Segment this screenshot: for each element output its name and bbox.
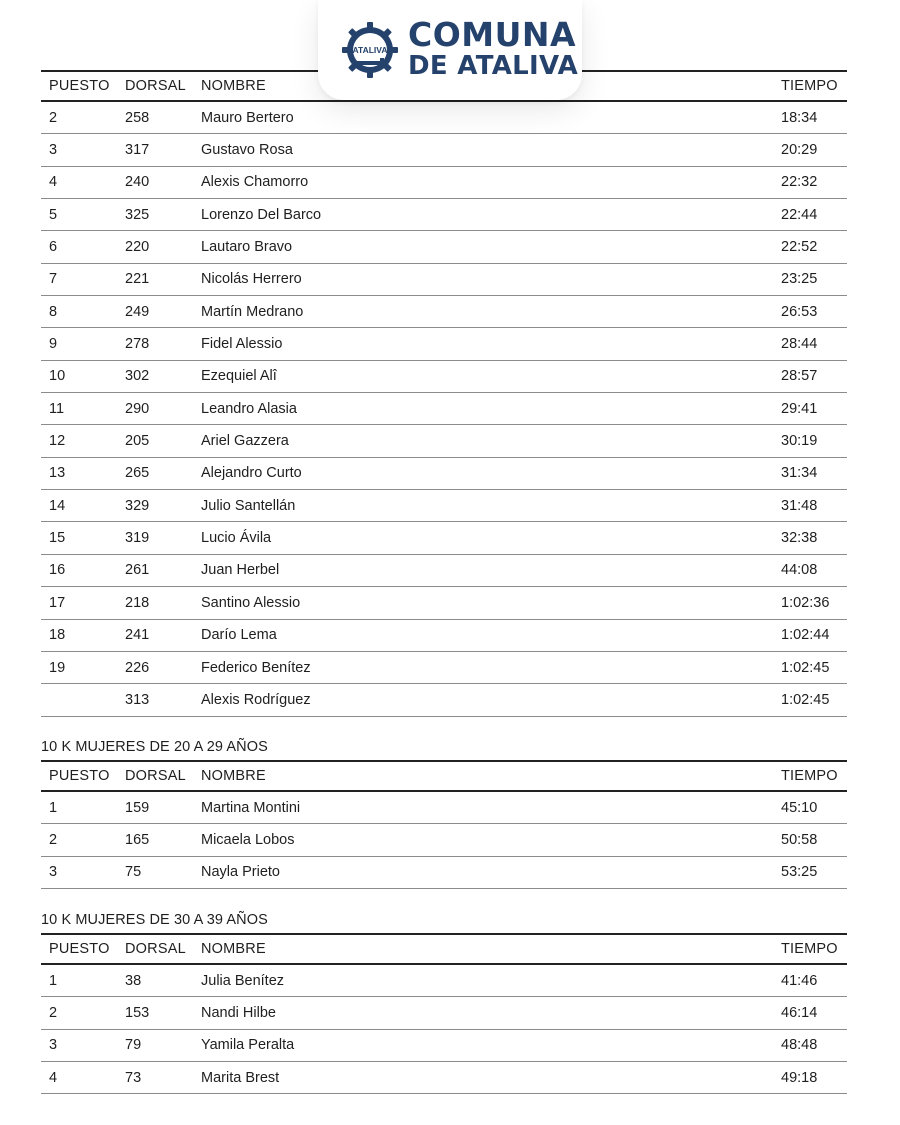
table-row (41, 296, 847, 328)
table-row (41, 587, 847, 619)
table-row (41, 167, 847, 199)
column-header-tiempo: TIEMPO (781, 78, 838, 94)
table-row (41, 684, 847, 716)
cell-nombre: Leandro Alasia (201, 400, 297, 417)
cell-dorsal: 313 (125, 691, 150, 708)
cell-nombre: Darío Lema (201, 627, 277, 644)
cell-puesto: 1 (49, 972, 58, 989)
cell-tiempo: 49:18 (781, 1069, 818, 1086)
column-header-puesto: PUESTO (49, 78, 110, 94)
cell-dorsal: 325 (125, 206, 150, 223)
table-row (41, 824, 847, 856)
cell-puesto: 2 (49, 832, 58, 849)
cell-nombre: Lucio Ávila (201, 530, 272, 547)
cell-dorsal: 261 (125, 562, 150, 579)
column-header-dorsal: DORSAL (125, 768, 186, 784)
column-header-puesto: PUESTO (49, 941, 110, 957)
cell-tiempo: 44:08 (781, 562, 818, 579)
table-row (41, 792, 847, 824)
cell-puesto: 15 (49, 530, 66, 547)
cell-dorsal: 205 (125, 433, 150, 450)
table-row (41, 134, 847, 166)
cell-tiempo: 22:32 (781, 174, 818, 191)
cell-tiempo: 22:44 (781, 206, 818, 223)
logo-line-2: DE ATALIVA (408, 51, 579, 81)
logo-card (318, 0, 582, 100)
cell-puesto: 17 (49, 594, 66, 611)
cell-nombre: Martín Medrano (201, 303, 304, 320)
column-header-tiempo: TIEMPO (781, 768, 838, 784)
cell-puesto: 3 (49, 142, 58, 159)
section-title-women-30-39: 10 K MUJERES DE 30 A 39 AÑOS (41, 912, 268, 928)
cell-nombre: Gustavo Rosa (201, 142, 293, 159)
table-row (41, 361, 847, 393)
cell-nombre: Alejandro Curto (201, 465, 302, 482)
table-row (41, 997, 847, 1029)
cell-dorsal: 221 (125, 271, 150, 288)
cell-puesto: 11 (49, 400, 65, 417)
cell-nombre: Marita Brest (201, 1069, 280, 1086)
emblem-text: ATALIVA (352, 45, 388, 55)
table-row (41, 965, 847, 997)
cell-dorsal: 79 (125, 1037, 142, 1054)
cell-puesto: 9 (49, 336, 58, 353)
logo-wordmark (408, 15, 579, 81)
cell-tiempo: 31:48 (781, 497, 818, 514)
cell-dorsal: 302 (125, 368, 150, 385)
cell-tiempo: 29:41 (781, 400, 818, 417)
table-header (41, 933, 847, 965)
cell-nombre: Yamila Peralta (201, 1037, 295, 1054)
column-header-puesto: PUESTO (49, 768, 110, 784)
table-row (41, 652, 847, 684)
cell-nombre: Julio Santellán (201, 497, 296, 514)
cell-dorsal: 226 (125, 659, 150, 676)
table-row (41, 1062, 847, 1094)
logo-line-1: COMUNA (408, 15, 577, 54)
cell-tiempo: 28:44 (781, 336, 818, 353)
cell-puesto: 14 (49, 497, 66, 514)
cell-dorsal: 329 (125, 497, 150, 514)
cell-dorsal: 249 (125, 303, 150, 320)
cell-tiempo: 45:10 (781, 799, 818, 816)
cell-puesto: 2 (49, 109, 58, 126)
cell-puesto: 3 (49, 864, 58, 881)
column-header-nombre: NOMBRE (201, 768, 266, 784)
cell-puesto: 3 (49, 1037, 58, 1054)
cell-nombre: Nayla Prieto (201, 864, 280, 881)
cell-tiempo: 53:25 (781, 864, 818, 881)
cell-nombre: Federico Benítez (201, 659, 311, 676)
cell-nombre: Martina Montini (201, 799, 301, 816)
cell-dorsal: 165 (125, 832, 150, 849)
cell-tiempo: 26:53 (781, 303, 818, 320)
cell-tiempo: 50:58 (781, 832, 818, 849)
cell-dorsal: 319 (125, 530, 150, 547)
cell-nombre: Micaela Lobos (201, 832, 295, 849)
table-row (41, 393, 847, 425)
cell-dorsal: 265 (125, 465, 150, 482)
table-row (41, 522, 847, 554)
cell-dorsal: 38 (125, 972, 142, 989)
cell-nombre: Alexis Chamorro (201, 174, 309, 191)
cell-puesto: 12 (49, 433, 66, 450)
cell-tiempo: 31:34 (781, 465, 818, 482)
cell-nombre: Lautaro Bravo (201, 239, 293, 256)
cell-dorsal: 153 (125, 1005, 150, 1022)
table-row (41, 425, 847, 457)
cell-dorsal: 290 (125, 400, 150, 417)
cell-puesto: 8 (49, 303, 58, 320)
cell-nombre: Nandi Hilbe (201, 1005, 276, 1022)
table-row (41, 458, 847, 490)
cell-tiempo: 23:25 (781, 271, 818, 288)
results-table-men (41, 70, 847, 717)
gear-emblem-icon (340, 20, 400, 80)
cell-puesto: 5 (49, 206, 58, 223)
cell-tiempo: 30:19 (781, 433, 818, 450)
column-header-dorsal: DORSAL (125, 78, 186, 94)
cell-nombre: Ezequiel Alî (201, 368, 277, 385)
cell-tiempo: 28:57 (781, 368, 818, 385)
cell-nombre: Santino Alessio (201, 594, 301, 611)
cell-dorsal: 75 (125, 864, 142, 881)
cell-puesto: 1 (49, 799, 58, 816)
table-header (41, 760, 847, 792)
table-row (41, 490, 847, 522)
cell-dorsal: 159 (125, 799, 150, 816)
table-row (41, 1030, 847, 1062)
cell-puesto: 19 (49, 659, 66, 676)
cell-tiempo: 1:02:45 (781, 691, 830, 708)
cell-dorsal: 258 (125, 109, 150, 126)
cell-nombre: Julia Benítez (201, 972, 285, 989)
table-row (41, 264, 847, 296)
table-row (41, 328, 847, 360)
cell-tiempo: 41:46 (781, 972, 818, 989)
table-row (41, 555, 847, 587)
cell-tiempo: 48:48 (781, 1037, 818, 1054)
table-row (41, 620, 847, 652)
column-header-dorsal: DORSAL (125, 941, 186, 957)
cell-tiempo: 1:02:36 (781, 594, 830, 611)
table-row (41, 199, 847, 231)
cell-puesto: 4 (49, 1069, 58, 1086)
cell-puesto: 6 (49, 239, 58, 256)
cell-tiempo: 20:29 (781, 142, 818, 159)
cell-puesto: 7 (49, 271, 58, 288)
cell-dorsal: 220 (125, 239, 150, 256)
results-table-women-20-29 (41, 760, 847, 889)
column-header-tiempo: TIEMPO (781, 941, 838, 957)
cell-tiempo: 18:34 (781, 109, 818, 126)
results-table-women-30-39 (41, 933, 847, 1094)
cell-dorsal: 241 (125, 627, 150, 644)
cell-puesto: 2 (49, 1005, 58, 1022)
cell-nombre: Fidel Alessio (201, 336, 283, 353)
cell-nombre: Nicolás Herrero (201, 271, 302, 288)
table-row (41, 231, 847, 263)
cell-nombre: Alexis Rodríguez (201, 691, 311, 708)
table-row (41, 102, 847, 134)
cell-nombre: Lorenzo Del Barco (201, 206, 322, 223)
cell-tiempo: 46:14 (781, 1005, 818, 1022)
cell-tiempo: 1:02:45 (781, 659, 830, 676)
cell-dorsal: 218 (125, 594, 150, 611)
cell-dorsal: 278 (125, 336, 150, 353)
table-row (41, 857, 847, 889)
cell-puesto: 18 (49, 627, 66, 644)
cell-puesto: 13 (49, 465, 66, 482)
cell-dorsal: 317 (125, 142, 150, 159)
column-header-nombre: NOMBRE (201, 78, 266, 94)
cell-puesto: 10 (49, 368, 66, 385)
cell-nombre: Juan Herbel (201, 562, 280, 579)
cell-puesto: 16 (49, 562, 66, 579)
cell-puesto: 4 (49, 174, 58, 191)
section-title-women-20-29: 10 K MUJERES DE 20 A 29 AÑOS (41, 739, 268, 755)
cell-dorsal: 73 (125, 1069, 142, 1086)
cell-nombre: Ariel Gazzera (201, 433, 289, 450)
cell-tiempo: 1:02:44 (781, 627, 830, 644)
cell-dorsal: 240 (125, 174, 150, 191)
cell-nombre: Mauro Bertero (201, 109, 294, 126)
cell-tiempo: 32:38 (781, 530, 818, 547)
cell-tiempo: 22:52 (781, 239, 818, 256)
column-header-nombre: NOMBRE (201, 941, 266, 957)
